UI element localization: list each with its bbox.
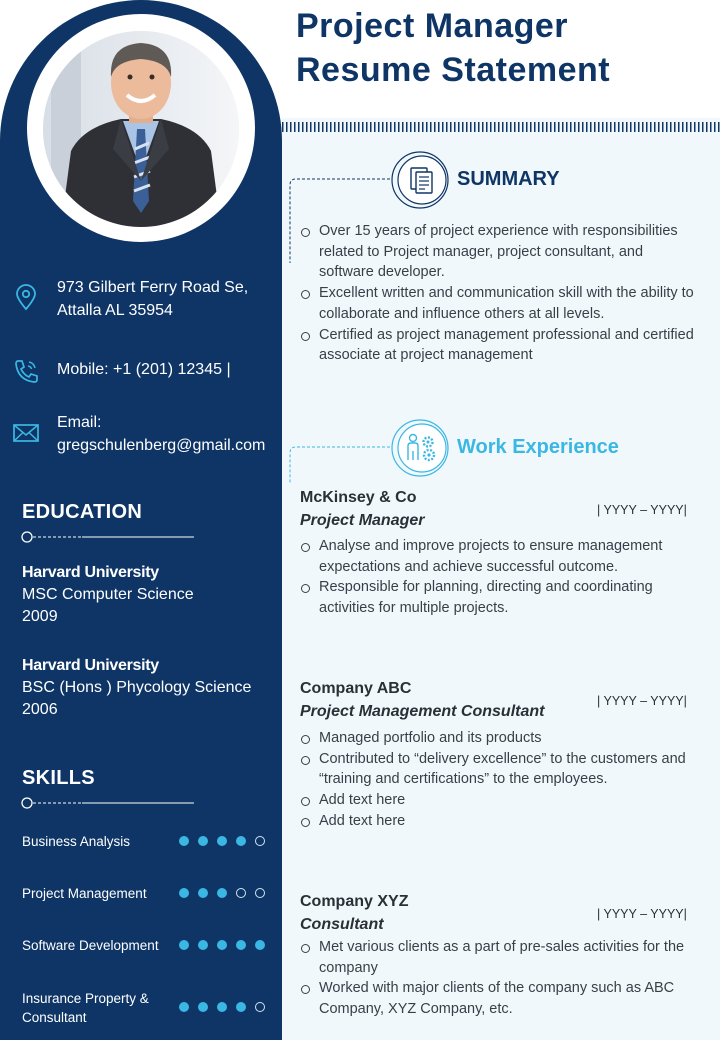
skill-dot-filled xyxy=(236,1002,246,1012)
skill-dot-empty xyxy=(255,888,265,898)
job-company: McKinsey & Co xyxy=(300,489,417,506)
skill-dot-filled xyxy=(198,940,208,950)
location-pin-icon xyxy=(12,284,40,312)
education-degree: MSC Computer Science xyxy=(22,586,194,603)
job-role: Project Manager xyxy=(300,512,425,529)
skill-dot-filled xyxy=(179,1002,189,1012)
job-years: | YYYY – YYYY| xyxy=(597,694,687,708)
job-bullet: Add text here xyxy=(300,811,700,832)
skill-dot-filled xyxy=(217,888,227,898)
skill-rating xyxy=(179,888,265,898)
address-line-1: 973 Gilbert Ferry Road Se, xyxy=(57,279,249,296)
education-degree: BSC (Hons ) Phycology Science xyxy=(22,679,252,696)
skill-name: Business Analysis xyxy=(22,834,131,849)
experience-heading: Work Experience xyxy=(457,436,619,458)
job-company: Company XYZ xyxy=(300,893,409,910)
skill-dot-filled xyxy=(217,940,227,950)
mobile-number: Mobile: +1 (201) 12345 | xyxy=(57,361,231,378)
job-bullet: Analyse and improve projects to ensure management expectations and achieve successful outcome. xyxy=(300,536,700,577)
education-year: 2006 xyxy=(22,701,58,718)
job-bullet: Responsible for planning, directing and coordinating activities for multiple projects. xyxy=(300,577,700,618)
hatch-divider xyxy=(282,122,720,132)
job-role: Consultant xyxy=(300,916,384,933)
education-divider xyxy=(20,531,194,543)
education-school: Harvard University xyxy=(22,564,159,581)
job-company: Company ABC xyxy=(300,680,412,697)
skill-dot-filled xyxy=(217,1002,227,1012)
skill-dot-empty xyxy=(255,1002,265,1012)
education-year: 2009 xyxy=(22,608,58,625)
job-bullets xyxy=(300,536,700,619)
job-years: | YYYY – YYYY| xyxy=(597,503,687,517)
page-title-line-2: Resume Statement xyxy=(296,51,611,89)
person-gears-icon xyxy=(389,418,449,478)
education-item xyxy=(22,561,194,628)
education-school: Harvard University xyxy=(22,657,159,674)
summary-list xyxy=(300,221,700,366)
job-role: Project Management Consultant xyxy=(300,703,545,720)
skill-dot-filled xyxy=(198,836,208,846)
job-bullets xyxy=(300,937,700,1020)
summary-heading: SUMMARY xyxy=(457,168,560,190)
skills-divider xyxy=(20,797,194,809)
envelope-icon xyxy=(12,419,40,447)
skill-rating xyxy=(179,836,265,846)
skill-rating xyxy=(179,940,265,950)
skill-dot-filled xyxy=(179,888,189,898)
job-bullet: Met various clients as a part of pre-sales activities for the company xyxy=(300,937,700,978)
skill-dot-empty xyxy=(255,836,265,846)
summary-bullet: Certified as project management professional and certified associate at project management xyxy=(300,325,700,366)
person-portrait-icon xyxy=(43,31,239,227)
summary-bullet: Over 15 years of project experience with responsibilities related to Project manager, project consultant, and software developer. xyxy=(300,221,700,283)
summary-bullet: Excellent written and communication skill with the ability to collaborate and influence others at all levels. xyxy=(300,283,700,324)
page-title xyxy=(296,4,610,92)
phone-icon xyxy=(12,357,40,385)
skill-dot-filled xyxy=(198,1002,208,1012)
skill-dot-filled xyxy=(255,940,265,950)
email-address: gregschulenberg@gmail.com xyxy=(57,437,266,454)
skill-dot-filled xyxy=(198,888,208,898)
job-bullets xyxy=(300,728,700,832)
skill-name: Software Development xyxy=(22,938,159,953)
job-bullet: Worked with major clients of the company such as ABC Company, XYZ Company, etc. xyxy=(300,978,700,1019)
job-bullet: Managed portfolio and its products xyxy=(300,728,700,749)
job-bullet: Contributed to “delivery excellence” to the customers and “training and certifications” to the employees. xyxy=(300,749,700,790)
education-item xyxy=(22,654,251,721)
page-title-line-1: Project Manager xyxy=(296,7,569,45)
email-label: Email: xyxy=(57,414,102,431)
skills-heading: SKILLS xyxy=(22,767,95,789)
education-heading: EDUCATION xyxy=(22,501,143,523)
job-years: | YYYY – YYYY| xyxy=(597,907,687,921)
job-bullet: Add text here xyxy=(300,790,700,811)
skill-dot-empty xyxy=(236,888,246,898)
experience-bracket xyxy=(288,445,390,485)
skill-name: Insurance Property & Consultant xyxy=(22,991,149,1025)
sidebar xyxy=(0,0,282,1040)
skill-dot-filled xyxy=(217,836,227,846)
skill-rating xyxy=(179,1002,265,1012)
skill-dot-filled xyxy=(179,836,189,846)
skill-dot-filled xyxy=(236,940,246,950)
skill-name: Project Management xyxy=(22,886,147,901)
address-line-2: Attalla AL 35954 xyxy=(57,302,173,319)
profile-photo xyxy=(43,31,239,227)
skill-dot-filled xyxy=(179,940,189,950)
document-icon xyxy=(389,150,449,210)
skill-dot-filled xyxy=(236,836,246,846)
